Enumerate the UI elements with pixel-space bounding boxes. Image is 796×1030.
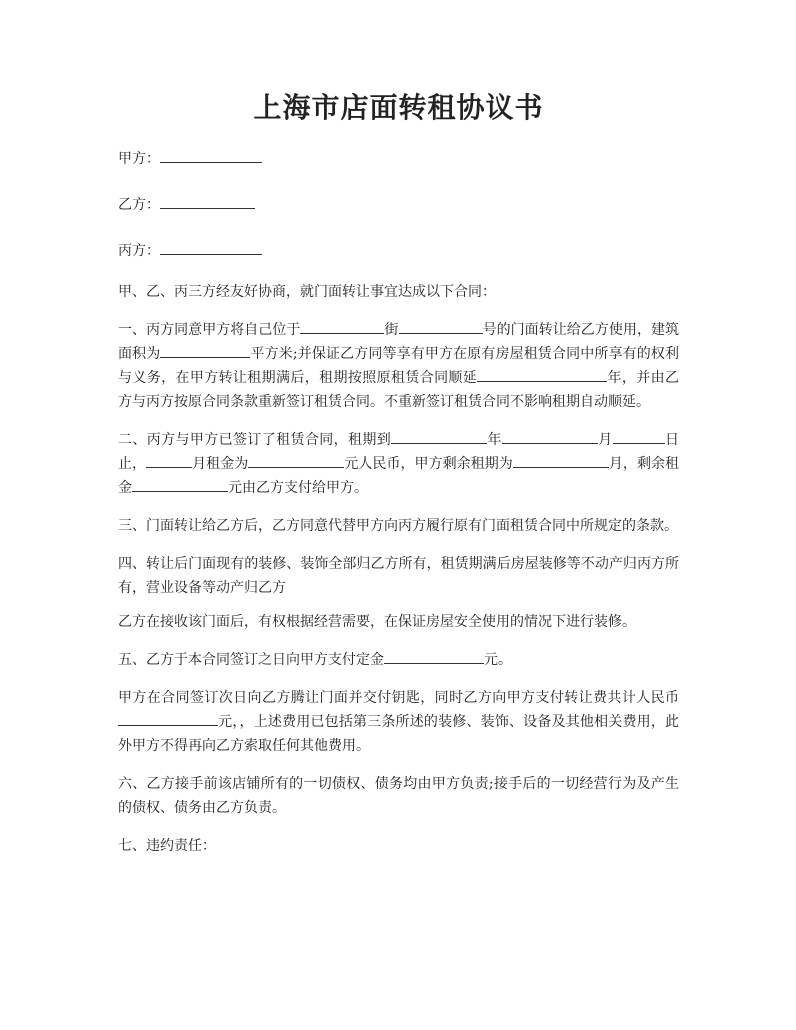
clause-4-continued: 乙方在接收该门面后，有权根据经营需要，在保证房屋安全使用的情况下进行装修。 (118, 614, 636, 630)
extension-years-blank (477, 369, 607, 382)
party-a-label: 甲方： (118, 151, 160, 167)
remaining-months-blank (513, 455, 609, 468)
clause-1 (118, 318, 679, 414)
clause-5-text-1: 五、乙方于本合同签订之日向甲方支付定金 (118, 652, 384, 668)
transfer-fee-blank (118, 713, 218, 726)
party-b-label: 乙方： (118, 197, 160, 213)
clause-1-text-1: 一、丙方同意甲方将自己位于 (118, 322, 301, 338)
area-blank (160, 345, 250, 358)
party-c-line (118, 238, 679, 264)
month-blank (502, 431, 598, 444)
clause-1-text-5: 年，并由乙方与丙方按原合同条款重新签订租赁合同。不重新签订租赁合同不影响租期自动顺延。 (118, 370, 680, 410)
clause-2 (118, 428, 679, 500)
clause-4: 四、转让后门面现有的装修、装饰全部归乙方所有，租赁期满后房屋装修等不动产归丙方所有，营业设备等动产归乙方 (118, 556, 679, 596)
clause-2-text-4: 日止， (118, 432, 679, 472)
clause-7: 七、违约责任： (118, 838, 216, 854)
clause-3: 三、门面转让给乙方后，乙方同意代替甲方向丙方履行原有门面租赁合同中所规定的条款。 (118, 518, 678, 534)
party-b-line (118, 192, 679, 218)
party-b-blank (160, 194, 255, 209)
party-a-blank (160, 148, 262, 163)
clause-2-text-1: 二、丙方与甲方已签订了租赁合同，租期到 (118, 432, 392, 448)
street-blank (300, 321, 384, 334)
remaining-rent-blank (132, 479, 228, 492)
clause-5-text-2: 元。 (484, 652, 512, 668)
clause-6: 六、乙方接手前该店铺所有的一切债权、债务均由甲方负责;接手后的一切经营行为及产生的债权、债务由乙方负责。 (118, 776, 679, 816)
number-blank (399, 321, 483, 334)
clause-1-text-2: 街 (384, 322, 399, 338)
clause-2-text-5: 月租金为 (192, 456, 249, 472)
year-blank (391, 431, 487, 444)
day-blank (613, 431, 665, 444)
rent-month-blank (146, 455, 192, 468)
intro-paragraph: 甲、乙、丙三方经友好协商，就门面转让事宜达成以下合同： (118, 284, 496, 300)
document-title: 上海市店面转租协议书 (253, 91, 544, 124)
clause-2-text-2: 年 (487, 432, 502, 448)
clause-5 (118, 648, 679, 672)
party-c-label: 丙方： (118, 243, 160, 259)
clause-2-text-3: 月 (597, 432, 613, 448)
deposit-blank (384, 651, 484, 664)
clause-2-text-8: 元由乙方支付给甲方。 (228, 480, 368, 496)
clause-2-text-6: 元人民币，甲方剩余租期为 (344, 456, 513, 472)
party-a-line (118, 146, 679, 172)
clause-5-continued (118, 686, 679, 758)
party-c-blank (160, 240, 262, 255)
clause-2-text-7: 月，剩余租金 (118, 456, 680, 496)
clause-1-text-4: 平方米;并保证乙方同等享有甲方在原有房屋租赁合同中所享有的权利与义务，在甲方转让租期满后，租期按照原租赁合同顺延 (118, 346, 680, 386)
clause-1-text-3: 号的门面转让给乙方使用，建筑面积为 (118, 322, 680, 362)
monthly-rent-blank (248, 455, 344, 468)
clause-5b-text-2: 元，，上述费用已包括第三条所述的装修、装饰、设备及其他相关费用，此外甲方不得再向乙方索取任何其他费用。 (118, 714, 679, 754)
clause-5b-text-1: 甲方在合同签订次日向乙方腾让门面并交付钥匙，同时乙方向甲方支付转让费共计人民币 (118, 690, 679, 706)
